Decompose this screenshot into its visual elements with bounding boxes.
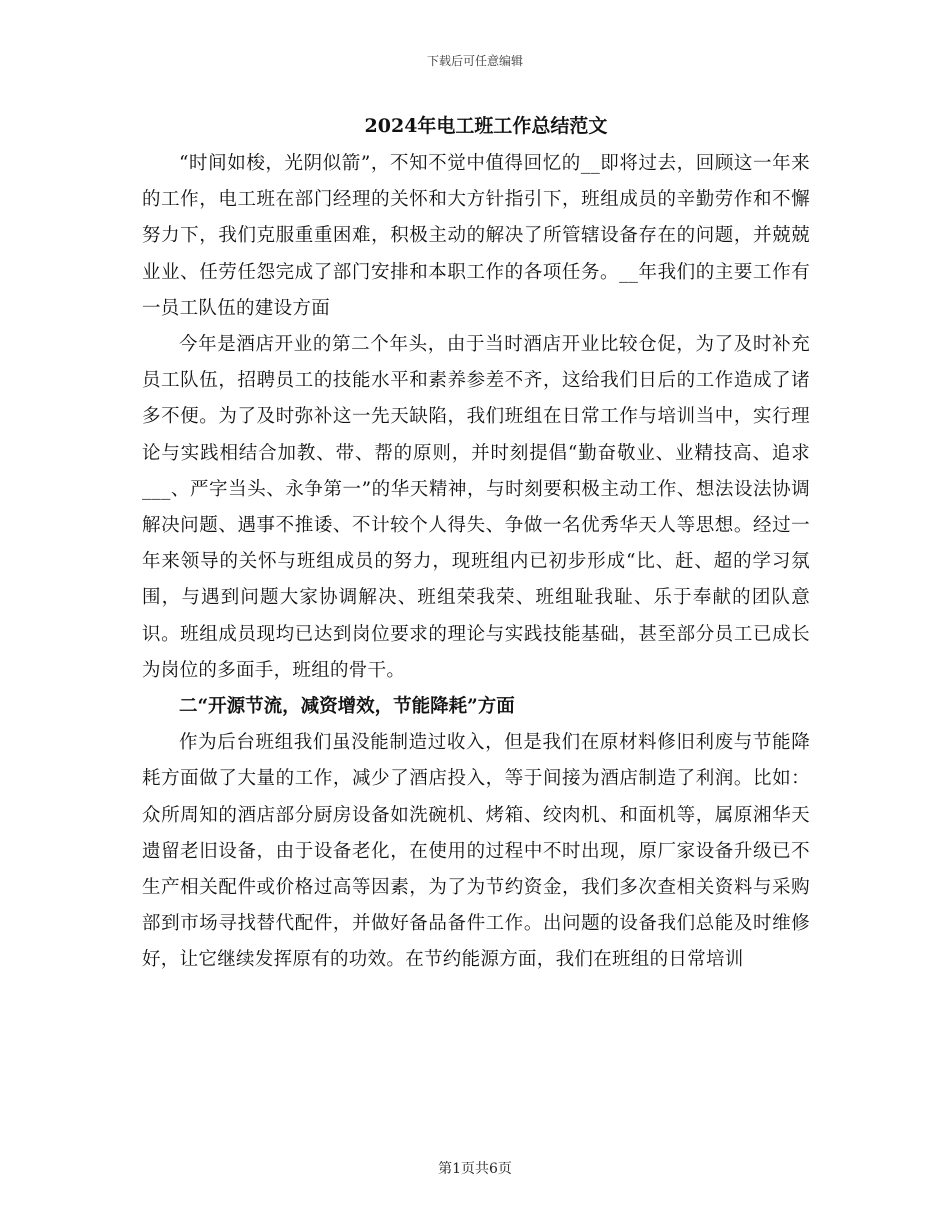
document-title: 2024年电工班工作总结范文 xyxy=(364,115,608,137)
document-body xyxy=(142,106,810,979)
page-header-note: 下载后可任意编辑 xyxy=(426,54,523,68)
paragraph-intro: “时间如梭，光阴似箭”，不知不觉中值得回忆的__即将过去，回顾这一年来的工作，电工班在部门经理的关怀和大方针指引下，班组成员的辛勤劳作和不懈努力下，我们克服重重困难，积极主动的解决了所管辖设备存在的问题，并兢兢业业、任劳任怨完成了部门安排和本职工作的各项任务。__年我们的主要工作有一员工队伍的建设方面 xyxy=(142,153,810,319)
paragraph-staff-team: 今年是酒店开业的第二个年头，由于当时酒店开业比较仓促，为了及时补充员工队伍，招聘员工的技能水平和素养参差不齐，这给我们日后的工作造成了诸多不便。为了及时弥补这一先天缺陷，我们班组在日常工作与培训当中，实行理论与实践相结合加教、带、帮的原则，并时刻提倡“勤奋敬业、业精技高、追求___、严字当头、永争第一”的华天精神，与时刻要积极主动工作、想法设法协调解决问题、遇事不推诿、不计较个人得失、争做一名优秀华天人等思想。经过一年来领导的关怀与班组成员的努力，现班组内已初步形成“比、赶、超的学习氛围，与遇到问题大家协调解决、班组荣我荣、班组耻我耻、乐于奉献的团队意识。班组成员现均已达到岗位要求的理论与实践技能基础，甚至部分员工已成长为岗位的多面手，班组的骨干。 xyxy=(142,334,810,681)
page-number-footer: 第1页共6页 xyxy=(438,1161,512,1177)
section-heading-energy-saving: 二“开源节流，减资增效，节能降耗”方面 xyxy=(179,696,515,718)
paragraph-energy-saving: 作为后台班组我们虽没能制造过收入，但是我们在原材料修旧利废与节能降耗方面做了大量的工作，减少了酒店投入，等于间接为酒店制造了利润。比如：众所周知的酒店部分厨房设备如洗碗机、烤箱、绞肉机、和面机等，属原湘华天遗留老旧设备，由于设备老化，在使用的过程中不时出现，原厂家设备升级已不生产相关配件或价格过高等因素，为了为节约资金，我们多次查相关资料与采购部到市场寻找替代配件，并做好备品备件工作。出问题的设备我们总能及时维修好，让它继续发挥原有的功效。在节约能源方面，我们在班组的日常培训 xyxy=(142,732,810,971)
